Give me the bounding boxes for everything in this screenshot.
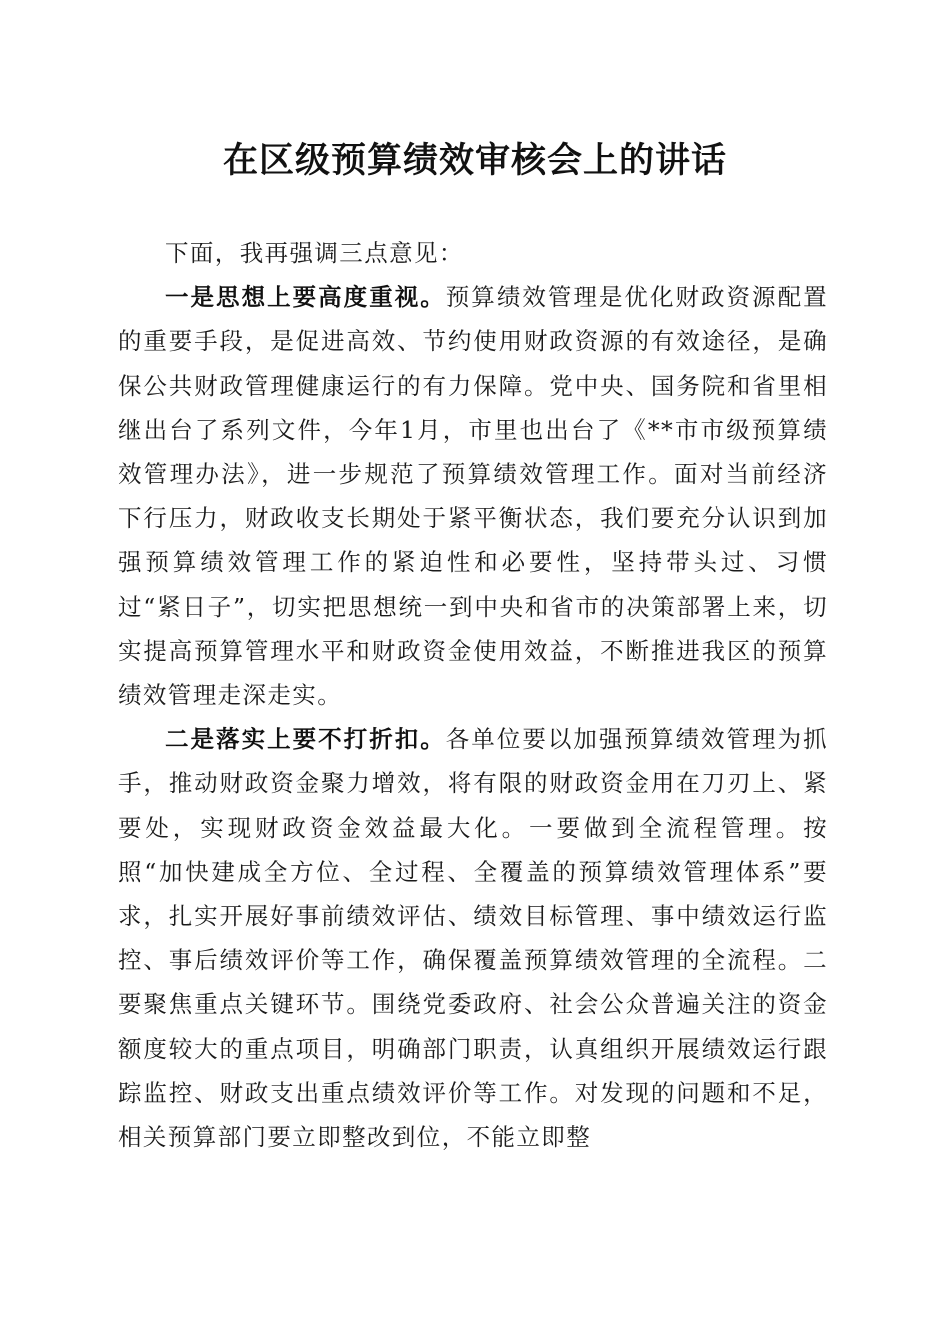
document-body	[118, 231, 828, 1159]
document-title: 在区级预算绩效审核会上的讲话	[222, 140, 727, 181]
body-paragraph-1	[118, 275, 828, 717]
paragraph-2-text: 各单位要以加强预算绩效管理为抓手，推动财政资金聚力增效，将有限的财政资金用在刀刃上、紧要处，实现财政资金效益最大化。一要做到全流程管理。按照“加快建成全方位、全过程、全覆盖的预算绩效管理体系”要求，扎实开展好事前绩效评估、绩效目标管理、事中绩效运行监控、事后绩效评价等工作，确保覆盖预算绩效管理的全流程。二要聚焦重点关键环节。围绕党委政府、社会公众普遍关注的资金额度较大的重点项目，明确部门职责，认真组织开展绩效运行跟踪监控、财政支出重点绩效评价等工作。对发现的问题和不足，相关预算部门要立即整改到位，不能立即整	[118, 725, 828, 1152]
intro-paragraph: 下面，我再强调三点意见：	[165, 239, 464, 267]
paragraph-1-text: 预算绩效管理是优化财政资源配置的重要手段，是促进高效、节约使用财政资源的有效途径，是确保公共财政管理健康运行的有力保障。党中央、国务院和省里相继出台了系列文件，今年1月，市里也出台了《**市市级预算绩效管理办法》，进一步规范了预算绩效管理工作。面对当前经济下行压力，财政收支长期处于紧平衡状态，我们要充分认识到加强预算绩效管理工作的紧迫性和必要性，坚持带头过、习惯过“紧日子”，切实把思想统一到中央和省市的决策部署上来，切实提高预算管理水平和财政资金使用效益，不断推进我区的预算绩效管理走深走实。	[118, 283, 828, 710]
paragraph-1-lead: 一是思想上要高度重视。	[165, 283, 446, 312]
body-paragraph-2	[118, 717, 828, 1159]
paragraph-2-lead: 二是落实上要不打折扣。	[165, 725, 446, 754]
